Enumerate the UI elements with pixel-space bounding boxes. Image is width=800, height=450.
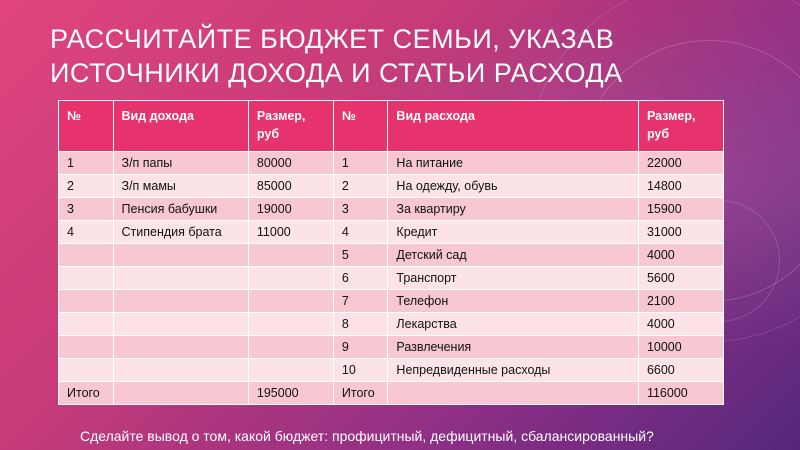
cell-income-type — [113, 359, 248, 382]
cell-expense-amount: 15900 — [638, 198, 723, 221]
cell-income-type — [113, 267, 248, 290]
cell-expense-type: На питание — [388, 152, 639, 175]
cell-expense-amount: 4000 — [638, 244, 723, 267]
cell-expense-amount: 14800 — [638, 175, 723, 198]
cell-income-number: 2 — [59, 175, 114, 198]
table-header-row — [59, 101, 724, 152]
cell-income-amount — [248, 359, 333, 382]
table-row — [59, 267, 724, 290]
cell-expense-number: 3 — [333, 198, 388, 221]
cell-income-amount: 85000 — [248, 175, 333, 198]
cell-income-amount: 80000 — [248, 152, 333, 175]
header-expense-amount: Размер, руб — [638, 101, 723, 152]
header-expense-type: Вид расхода — [388, 101, 639, 152]
cell-income-amount: 195000 — [248, 382, 333, 405]
cell-expense-type: Транспорт — [388, 267, 639, 290]
cell-income-type — [113, 244, 248, 267]
cell-expense-amount: 5600 — [638, 267, 723, 290]
cell-expense-type: Непредвиденные расходы — [388, 359, 639, 382]
cell-expense-amount: 22000 — [638, 152, 723, 175]
table-row — [59, 198, 724, 221]
cell-income-number: 3 — [59, 198, 114, 221]
cell-income-type — [113, 313, 248, 336]
cell-income-number — [59, 290, 114, 313]
slide-title: РАССЧИТАЙТЕ БЮДЖЕТ СЕМЬИ, УКАЗАВ ИСТОЧНИКИ ДОХОДА И СТАТЬИ РАСХОДА — [50, 24, 623, 88]
cell-expense-type: Детский сад — [388, 244, 639, 267]
cell-expense-type: На одежду, обувь — [388, 175, 639, 198]
cell-expense-number: 1 — [333, 152, 388, 175]
table-row — [59, 313, 724, 336]
cell-income-number — [59, 359, 114, 382]
cell-income-number: 4 — [59, 221, 114, 244]
cell-income-number — [59, 244, 114, 267]
table-row — [59, 336, 724, 359]
cell-expense-number: 8 — [333, 313, 388, 336]
table-row — [59, 152, 724, 175]
cell-expense-type: Телефон — [388, 290, 639, 313]
cell-expense-amount: 116000 — [638, 382, 723, 405]
cell-income-number: 1 — [59, 152, 114, 175]
cell-income-amount — [248, 267, 333, 290]
header-income-number: № — [59, 101, 114, 152]
cell-income-amount — [248, 313, 333, 336]
cell-income-amount — [248, 244, 333, 267]
table-row — [59, 359, 724, 382]
budget-table — [58, 100, 724, 405]
cell-income-amount — [248, 336, 333, 359]
table-row — [59, 244, 724, 267]
cell-income-number — [59, 313, 114, 336]
cell-expense-type: Развлечения — [388, 336, 639, 359]
cell-expense-number: 2 — [333, 175, 388, 198]
cell-expense-amount: 10000 — [638, 336, 723, 359]
header-income-type: Вид дохода — [113, 101, 248, 152]
cell-income-amount — [248, 290, 333, 313]
cell-expense-number: Итого — [333, 382, 388, 405]
cell-income-number: Итого — [59, 382, 114, 405]
cell-income-type: Стипендия брата — [113, 221, 248, 244]
cell-expense-type: За квартиру — [388, 198, 639, 221]
cell-expense-amount: 4000 — [638, 313, 723, 336]
conclusion-text: Сделайте вывод о том, какой бюджет: профицитный, дефицитный, сбалансированный? — [80, 428, 654, 444]
cell-expense-number: 6 — [333, 267, 388, 290]
cell-expense-type: Лекарства — [388, 313, 639, 336]
cell-expense-number: 10 — [333, 359, 388, 382]
cell-income-number — [59, 336, 114, 359]
cell-expense-number: 7 — [333, 290, 388, 313]
totals-row — [59, 382, 724, 405]
cell-expense-number: 4 — [333, 221, 388, 244]
cell-income-type: З/п папы — [113, 152, 248, 175]
cell-income-type: Пенсия бабушки — [113, 198, 248, 221]
cell-expense-amount: 31000 — [638, 221, 723, 244]
table-row — [59, 290, 724, 313]
cell-expense-number: 5 — [333, 244, 388, 267]
cell-income-amount: 19000 — [248, 198, 333, 221]
cell-expense-number: 9 — [333, 336, 388, 359]
cell-expense-amount: 6600 — [638, 359, 723, 382]
cell-expense-type — [388, 382, 639, 405]
cell-income-amount: 11000 — [248, 221, 333, 244]
table-row — [59, 175, 724, 198]
cell-income-type: З/п мамы — [113, 175, 248, 198]
cell-income-type — [113, 290, 248, 313]
cell-expense-type: Кредит — [388, 221, 639, 244]
header-expense-number: № — [333, 101, 388, 152]
cell-expense-amount: 2100 — [638, 290, 723, 313]
table-row — [59, 221, 724, 244]
cell-income-type — [113, 382, 248, 405]
header-income-amount: Размер, руб — [248, 101, 333, 152]
cell-income-number — [59, 267, 114, 290]
cell-income-type — [113, 336, 248, 359]
